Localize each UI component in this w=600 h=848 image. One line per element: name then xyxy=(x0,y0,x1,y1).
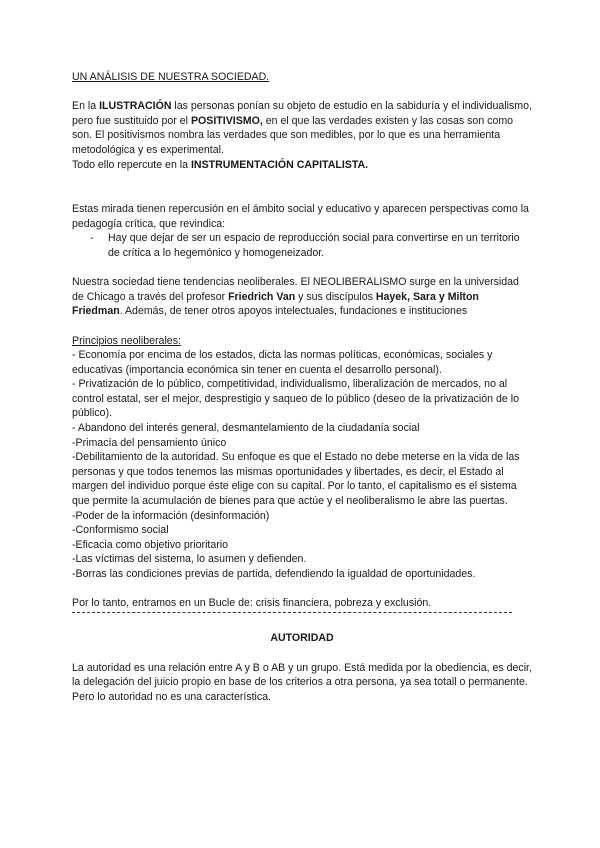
paragraph-bucle: Por lo tanto, entramos en un Bucle de: crisis financiera, pobreza y exclusión. xyxy=(72,597,432,610)
principle-item: - Abandono del interés general, desmantelamiento de la ciudadanía social xyxy=(72,422,420,435)
document-title: UN ANÁLISIS DE NUESTRA SOCIEDAD. xyxy=(72,71,270,83)
principle-item: -Debilitamiento de la autoridad. Su enfoque es que el Estado no debe meterse en la vida de las personas y que todos tenemos las mismas oportunidades y libertades, es decir, el Estado al margen del individuo porque éste elige con su capital. Por lo tanto, el capitalismo es el sistema que permite la acumulación de bienes para que actúe y el neoliberalismo le abre las puertas. xyxy=(72,451,520,508)
bullet-item xyxy=(90,231,532,260)
bullet-dash: - xyxy=(90,232,94,245)
principles-heading: Principios neoliberales: xyxy=(72,334,181,347)
principle-item: - Privatización de lo público, competitividad, individualismo, liberalización de mercados, no al control estatal, ser el mejor, desprestigio y saqueo de lo público (deseo de la privatización de lo público). xyxy=(72,378,519,420)
term-positivismo: POSITIVISMO, xyxy=(190,114,263,127)
principle-item: -Borras las condiciones previas de partida, defendiendo la igualdad de oportunidades. xyxy=(72,568,476,580)
section-title-autoridad: AUTORIDAD xyxy=(270,632,334,645)
paragraph-caracteristica: Pero lo autoridad no es una característica. xyxy=(72,690,272,703)
principle-item: -Primacía del pensamiento único xyxy=(72,436,227,449)
paragraph-instrumentacion: Todo ello repercute en la INSTRUMENTACIÓN CAPITALISTA. xyxy=(72,158,369,171)
name-friedrich: Friedrich Van xyxy=(228,290,296,303)
principle-item: -Poder de la información (desinformación) xyxy=(72,509,270,522)
paragraph-autoridad: La autoridad es una relación entre A y B o AB y un grupo. Está medida por la obediencia, es decir, la delegación del juicio propio en base de los criterios a otra persona, ya sea totall o permanente. xyxy=(72,661,532,689)
bullet-text: Hay que dejar de ser un espacio de reproducción social para convertirse en un territorio de crítica a lo hegemónico y homogeneizador. xyxy=(108,232,520,259)
principle-item: -Eficacia como objetivo prioritario xyxy=(72,538,229,551)
principle-item: -Las víctimas del sistema, lo asumen y defienden. xyxy=(72,553,307,566)
term-ilustracion: ILUSTRACIÓN xyxy=(99,100,172,113)
principle-item: - Economía por encima de los estados, dicta las normas políticas, económicas, sociales y educativas (importancia económica sin tener en cuenta el desarrollo personal). xyxy=(72,349,493,376)
name-hayek-friedman: Hayek, Sara y Milton Friedman xyxy=(72,290,479,318)
term-instrumentacion: INSTRUMENTACIÓN CAPITALISTA. xyxy=(190,158,369,171)
document-page xyxy=(72,70,532,704)
principle-item: -Conformismo social xyxy=(72,524,169,537)
paragraph-pedagogia: Estas mirada tienen repercusión en el ámbito social y educativo y aparecen perspectivas como la pedagogía crítica, que revindica: xyxy=(72,203,529,230)
paragraph-ilustracion: En la ILUSTRACIÓN las personas ponían su objeto de estudio en la sabiduría y el individualismo, pero fue sustituido por el POSITIVISMO, en el que las verdades existen y las cosas son como son. El positivismos nombra las verdades que son medibles, por lo que es una herramienta metodológica y es experimental. xyxy=(72,100,532,156)
paragraph-neoliberalismo: Nuestra sociedad tiene tendencias neoliberales. El NEOLIBERALISMO surge en la universidad de Chicago a través del profesor Friedrich Van y sus discípulos Hayek, Sara y Milton Friedman. Además, de tener otros apoyos intelectuales, fundaciones e instituciones xyxy=(72,276,519,318)
